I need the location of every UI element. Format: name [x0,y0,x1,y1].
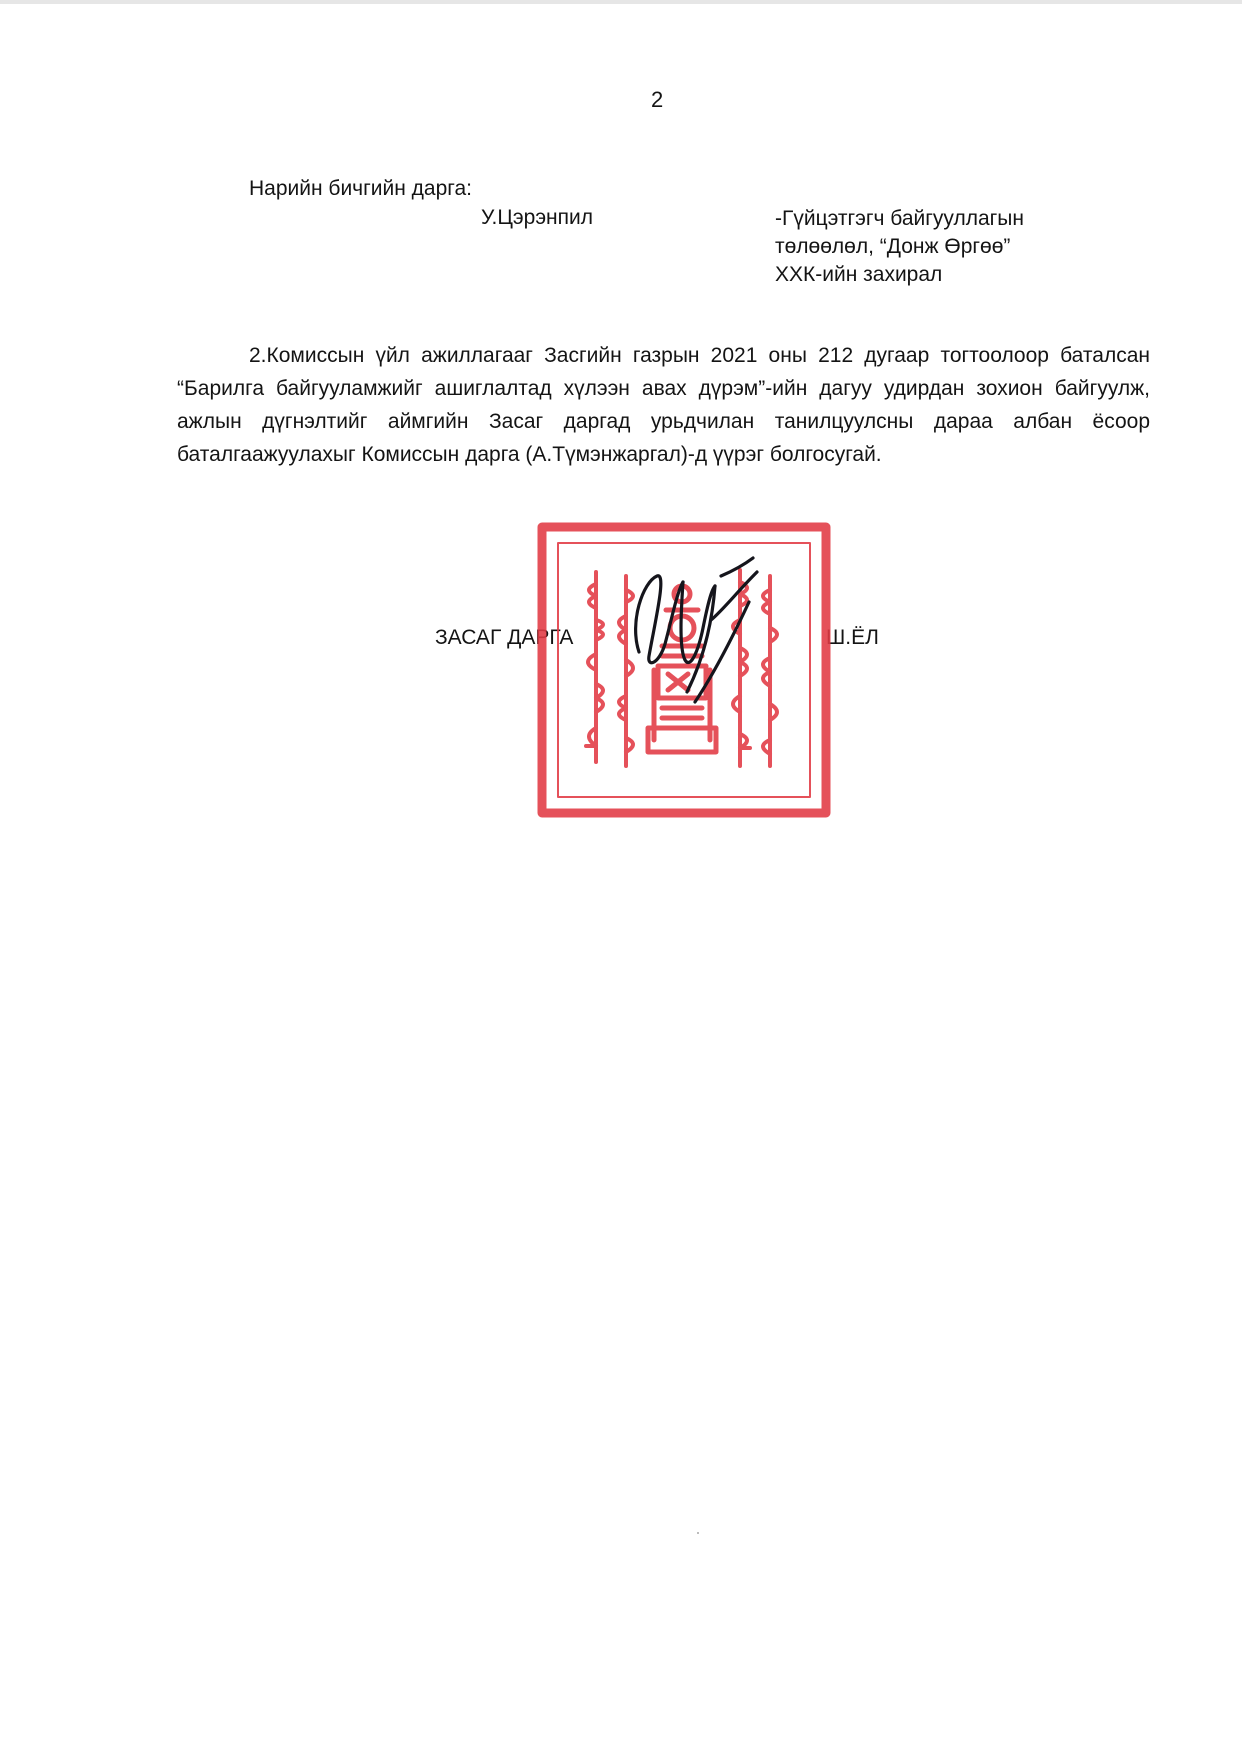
secretariat-label: Нарийн бичгийн дарга: [249,177,472,200]
signer-name: Ш.ЁЛ [826,626,879,649]
handwritten-signature [625,552,775,712]
member-name: У.Цэрэнпил [481,206,593,229]
scan-dot [697,1532,699,1534]
scan-edge [0,0,1242,4]
resolution-paragraph-2: 2.Комиссын үйл ажиллагааг Засгийн газрын 2021 оны 212 дугаар тогтоолоор баталсан “Барилга байгууламжийг ашиглалтад хүлээн авах дүрэм”-ийн дагуу удирдан зохион байгуулж, ажлын дүгнэлтийг аймгийн Засаг даргад урьдчилан танилцуулсны дараа албан ёсоор баталгаажуулахыг Комиссын дарга (А.Түмэнжаргал)-д үүрэг болгосугай. [177,344,1150,466]
member-role-line: төлөөлөл, “Донж Өргөө” [775,235,1011,258]
signer-title: ЗАСАГ ДАРГА [435,626,574,649]
member-role-line: -Гүйцэтгэгч байгууллагын [775,207,1024,230]
member-role [775,205,1105,289]
member-role-line: ХХК-ийн захирал [775,263,943,286]
page-number: 2 [651,87,664,112]
